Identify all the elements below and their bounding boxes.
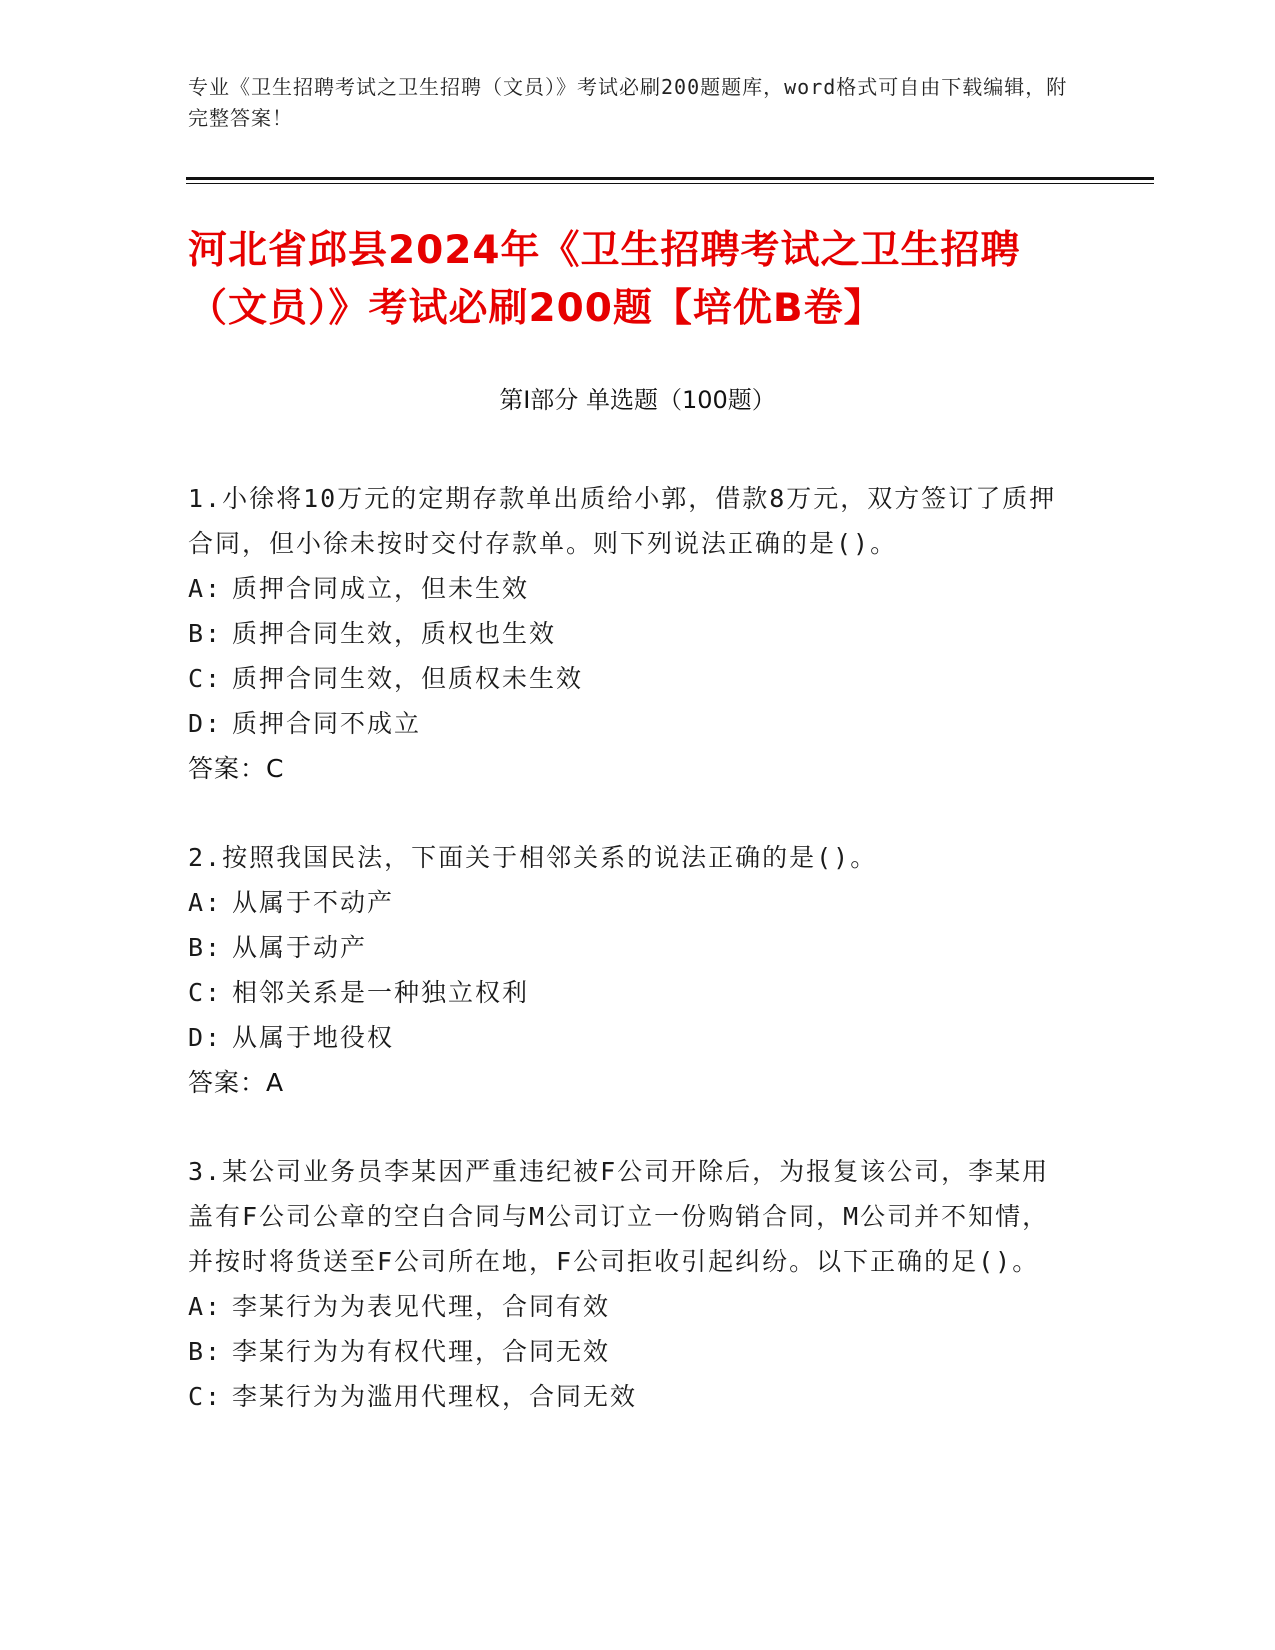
option-text: 从属于动产 bbox=[232, 933, 368, 962]
question-2 bbox=[188, 835, 1068, 1105]
option-c bbox=[188, 970, 1068, 1015]
header-rule-thick bbox=[186, 177, 1154, 180]
option-text: 相邻关系是一种独立权利 bbox=[232, 978, 530, 1007]
option-text: 李某行为为有权代理，合同无效 bbox=[232, 1337, 611, 1366]
answer-line: 答案：A bbox=[188, 1068, 285, 1097]
question-list bbox=[188, 476, 1068, 1463]
option-letter: A: bbox=[188, 888, 223, 917]
option-letter: A: bbox=[188, 1292, 223, 1321]
option-text: 质押合同生效，但质权未生效 bbox=[232, 664, 584, 693]
option-a bbox=[188, 880, 1068, 925]
option-text: 从属于地役权 bbox=[232, 1023, 395, 1052]
header-note: 专业《卫生招聘考试之卫生招聘（文员）》考试必刷200题题库，word格式可自由下载编辑，附完整答案！ bbox=[188, 75, 1068, 130]
option-text: 质押合同成立，但未生效 bbox=[232, 574, 530, 603]
option-a bbox=[188, 566, 1068, 611]
option-letter: B: bbox=[188, 619, 223, 648]
question-stem: 3.某公司业务员李某因严重违纪被F公司开除后，为报复该公司，李某用盖有F公司公章的空白合同与M公司订立一份购销合同，M公司并不知情，并按时将货送至F公司所在地，F公司拒收引起纠纷。以下正确的足()。 bbox=[188, 1157, 1050, 1276]
option-a bbox=[188, 1284, 1068, 1329]
option-d bbox=[188, 1015, 1068, 1060]
option-letter: C: bbox=[188, 664, 223, 693]
option-b bbox=[188, 925, 1068, 970]
option-letter: B: bbox=[188, 1337, 223, 1366]
option-letter: C: bbox=[188, 978, 223, 1007]
document-title: 河北省邱县2024年《卫生招聘考试之卫生招聘（文员）》考试必刷200题【培优B卷】 bbox=[188, 228, 1021, 331]
option-b bbox=[188, 1329, 1068, 1374]
option-letter: D: bbox=[188, 709, 223, 738]
section-title: 第I部分 单选题（100题） bbox=[499, 386, 776, 414]
option-letter: A: bbox=[188, 574, 223, 603]
option-letter: C: bbox=[188, 1382, 223, 1411]
option-letter: D: bbox=[188, 1023, 223, 1052]
header-rule-thin bbox=[186, 183, 1154, 184]
option-text: 李某行为为表见代理，合同有效 bbox=[232, 1292, 611, 1321]
option-letter: B: bbox=[188, 933, 223, 962]
question-1 bbox=[188, 476, 1068, 791]
option-c bbox=[188, 656, 1068, 701]
answer-line: 答案：C bbox=[188, 754, 285, 783]
question-3 bbox=[188, 1149, 1068, 1419]
option-b bbox=[188, 611, 1068, 656]
option-text: 李某行为为滥用代理权，合同无效 bbox=[232, 1382, 638, 1411]
option-text: 质押合同不成立 bbox=[232, 709, 422, 738]
option-text: 从属于不动产 bbox=[232, 888, 395, 917]
option-c bbox=[188, 1374, 1068, 1419]
option-text: 质押合同生效，质权也生效 bbox=[232, 619, 557, 648]
option-d bbox=[188, 701, 1068, 746]
question-stem: 1.小徐将10万元的定期存款单出质给小郭，借款8万元，双方签订了质押合同，但小徐未按时交付存款单。则下列说法正确的是()。 bbox=[188, 484, 1057, 558]
question-stem: 2.按照我国民法，下面关于相邻关系的说法正确的是()。 bbox=[188, 843, 878, 872]
